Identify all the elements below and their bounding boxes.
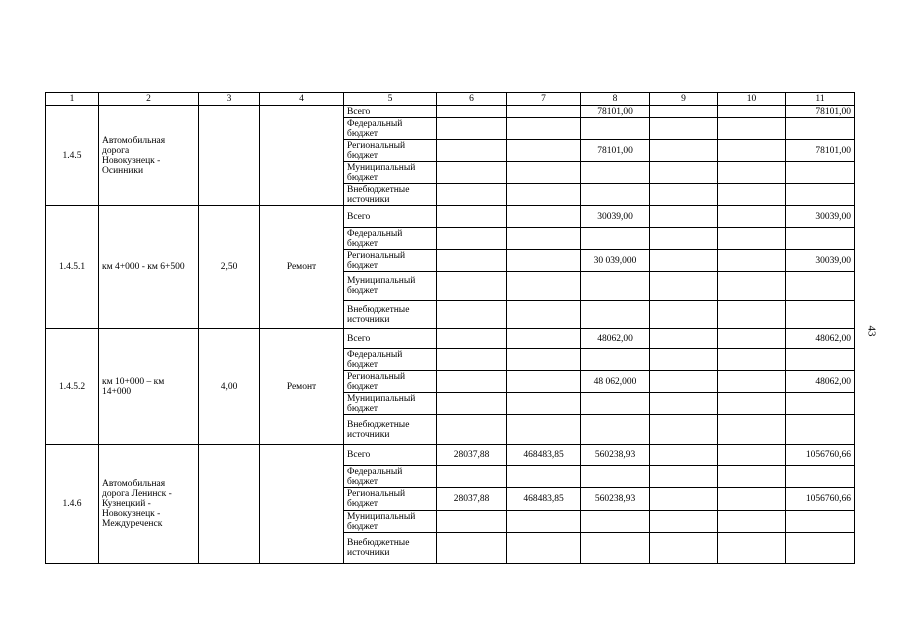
funding-source-cell: [344, 206, 437, 228]
value-cell: 30 039,000: [581, 250, 650, 272]
table-row: [46, 329, 855, 349]
value-cell: 468483,85: [507, 445, 581, 466]
value-cell: [581, 349, 650, 371]
value-cell: [786, 162, 855, 184]
funding-source-cell: [344, 393, 437, 415]
value-cell: [718, 511, 786, 533]
value-cell: [507, 511, 581, 533]
length-cell: 2,50: [199, 206, 260, 329]
funding-source-text: Региональный бюджет: [347, 140, 406, 161]
table-row: [46, 206, 855, 228]
value-cell: [581, 162, 650, 184]
table-row: [46, 445, 855, 466]
value-cell: 78101,00: [581, 106, 650, 118]
object-name-cell: [99, 329, 199, 445]
value-cell: [507, 118, 581, 140]
value-cell: [650, 250, 718, 272]
value-cell: [437, 415, 507, 445]
value-cell: [507, 533, 581, 564]
value-cell: [650, 466, 718, 488]
value-cell: 48062,00: [786, 329, 855, 349]
funding-source-text: Внебюджетные источники: [347, 419, 410, 440]
value-cell: [718, 393, 786, 415]
funding-source-text: Муниципальный бюджет: [347, 276, 416, 296]
value-cell: [718, 272, 786, 301]
value-cell: [581, 466, 650, 488]
object-name-cell: [99, 445, 199, 564]
value-cell: [507, 228, 581, 250]
funding-source-text: Федеральный бюджет: [347, 466, 403, 487]
value-cell: [650, 349, 718, 371]
funding-source-cell: [344, 140, 437, 162]
value-cell: [437, 162, 507, 184]
value-cell: [650, 228, 718, 250]
value-cell: [507, 329, 581, 349]
value-cell: [437, 511, 507, 533]
value-cell: [507, 140, 581, 162]
column-number-cell: 5: [344, 93, 437, 106]
funding-source-text: Муниципальный бюджет: [347, 393, 416, 414]
value-cell: [507, 250, 581, 272]
item-code-cell: 1.4.5.2: [46, 329, 99, 445]
funding-source-text: Федеральный бюджет: [347, 228, 403, 249]
value-cell: [718, 140, 786, 162]
value-cell: [437, 250, 507, 272]
value-cell: [786, 301, 855, 329]
value-cell: 28037,88: [437, 445, 507, 466]
value-cell: [718, 415, 786, 445]
value-cell: [718, 329, 786, 349]
work-type-cell: Ремонт: [260, 329, 344, 445]
funding-table: [45, 92, 855, 564]
value-cell: 48062,00: [581, 329, 650, 349]
funding-source-text: Региональный бюджет: [347, 371, 406, 392]
value-cell: [581, 272, 650, 301]
item-code-cell: 1.4.6: [46, 445, 99, 564]
value-cell: [650, 488, 718, 511]
column-number-cell: 8: [581, 93, 650, 106]
object-name-text: км 10+000 – км 14+000: [102, 376, 165, 397]
value-cell: 48 062,000: [581, 371, 650, 393]
value-cell: [718, 118, 786, 140]
value-cell: [507, 466, 581, 488]
value-cell: [718, 301, 786, 329]
value-cell: [650, 206, 718, 228]
object-name-text: Автомобильная дорога Новокузнецк - Осинники: [102, 135, 166, 176]
value-cell: [437, 118, 507, 140]
funding-source-text: Региональный бюджет: [347, 489, 406, 509]
value-cell: [581, 511, 650, 533]
value-cell: 560238,93: [581, 488, 650, 511]
value-cell: [650, 301, 718, 329]
funding-source-text: Всего: [347, 333, 371, 344]
value-cell: [437, 329, 507, 349]
value-cell: [786, 272, 855, 301]
value-cell: [786, 511, 855, 533]
value-cell: [437, 349, 507, 371]
object-name-cell: [99, 206, 199, 329]
funding-source-cell: [344, 415, 437, 445]
value-cell: [581, 184, 650, 206]
value-cell: [437, 140, 507, 162]
value-cell: [718, 106, 786, 118]
value-cell: [437, 184, 507, 206]
value-cell: [437, 301, 507, 329]
value-cell: [718, 250, 786, 272]
funding-source-cell: [344, 250, 437, 272]
value-cell: [581, 533, 650, 564]
funding-source-text: Региональный бюджет: [347, 250, 406, 271]
value-cell: [581, 228, 650, 250]
work-type-cell: [260, 106, 344, 206]
value-cell: 30039,00: [786, 250, 855, 272]
funding-source-cell: [344, 488, 437, 511]
value-cell: [786, 118, 855, 140]
length-cell: [199, 445, 260, 564]
value-cell: [507, 106, 581, 118]
table-body: [46, 93, 855, 564]
length-cell: [199, 106, 260, 206]
value-cell: [718, 206, 786, 228]
value-cell: 560238,93: [581, 445, 650, 466]
funding-source-cell: [344, 349, 437, 371]
funding-source-cell: [344, 533, 437, 564]
value-cell: [650, 272, 718, 301]
value-cell: [650, 415, 718, 445]
length-cell: 4,00: [199, 329, 260, 445]
value-cell: [650, 329, 718, 349]
funding-source-cell: [344, 301, 437, 329]
value-cell: [507, 206, 581, 228]
value-cell: [718, 488, 786, 511]
column-number-cell: 11: [786, 93, 855, 106]
value-cell: 48062,00: [786, 371, 855, 393]
funding-source-text: Всего: [347, 106, 371, 117]
column-number-cell: 9: [650, 93, 718, 106]
value-cell: [650, 533, 718, 564]
funding-source-cell: [344, 184, 437, 206]
value-cell: [786, 228, 855, 250]
value-cell: [437, 393, 507, 415]
value-cell: [718, 228, 786, 250]
funding-source-cell: [344, 118, 437, 140]
value-cell: [650, 445, 718, 466]
work-type-cell: Ремонт: [260, 206, 344, 329]
value-cell: [507, 393, 581, 415]
value-cell: [718, 445, 786, 466]
value-cell: [650, 511, 718, 533]
funding-source-cell: [344, 228, 437, 250]
value-cell: [718, 184, 786, 206]
table-row: [46, 106, 855, 118]
funding-source-cell: [344, 162, 437, 184]
value-cell: [507, 184, 581, 206]
value-cell: [437, 206, 507, 228]
value-cell: [786, 415, 855, 445]
value-cell: [650, 162, 718, 184]
page-number: 43: [865, 325, 878, 337]
funding-source-text: Муниципальный бюджет: [347, 511, 416, 532]
value-cell: 1056760,66: [786, 488, 855, 511]
value-cell: [650, 184, 718, 206]
value-cell: 30039,00: [581, 206, 650, 228]
value-cell: 78101,00: [786, 140, 855, 162]
funding-source-cell: [344, 511, 437, 533]
column-number-cell: 3: [199, 93, 260, 106]
object-name-text: Автомобильная дорога Ленинск - Кузнецкий - Новокузнецк - Междуреченск: [102, 479, 172, 529]
value-cell: [507, 349, 581, 371]
value-cell: 468483,85: [507, 488, 581, 511]
value-cell: [437, 371, 507, 393]
column-number-cell: 6: [437, 93, 507, 106]
work-type-cell: [260, 445, 344, 564]
value-cell: [786, 393, 855, 415]
value-cell: [581, 118, 650, 140]
value-cell: [507, 301, 581, 329]
funding-source-text: Муниципальный бюджет: [347, 162, 416, 183]
value-cell: [650, 118, 718, 140]
funding-source-text: Всего: [347, 450, 371, 460]
value-cell: [581, 393, 650, 415]
object-name-text: км 4+000 - км 6+500: [102, 262, 185, 272]
value-cell: [507, 371, 581, 393]
value-cell: [650, 106, 718, 118]
value-cell: [437, 272, 507, 301]
funding-source-cell: [344, 466, 437, 488]
value-cell: [507, 272, 581, 301]
column-number-cell: 4: [260, 93, 344, 106]
value-cell: 78101,00: [786, 106, 855, 118]
value-cell: 1056760,66: [786, 445, 855, 466]
funding-source-cell: [344, 371, 437, 393]
value-cell: [507, 162, 581, 184]
item-code-cell: 1.4.5.1: [46, 206, 99, 329]
funding-source-text: Федеральный бюджет: [347, 118, 403, 139]
value-cell: [650, 393, 718, 415]
funding-source-cell: [344, 106, 437, 118]
value-cell: [786, 466, 855, 488]
value-cell: [718, 371, 786, 393]
column-number-cell: 2: [99, 93, 199, 106]
value-cell: [437, 228, 507, 250]
value-cell: [437, 466, 507, 488]
value-cell: [718, 349, 786, 371]
value-cell: [581, 301, 650, 329]
value-cell: 30039,00: [786, 206, 855, 228]
funding-source-text: Внебюджетные источники: [347, 184, 410, 205]
value-cell: [786, 184, 855, 206]
value-cell: [718, 533, 786, 564]
value-cell: [786, 349, 855, 371]
column-number-cell: 7: [507, 93, 581, 106]
value-cell: [650, 140, 718, 162]
column-number-cell: 10: [718, 93, 786, 106]
value-cell: [581, 415, 650, 445]
value-cell: [718, 162, 786, 184]
funding-source-text: Всего: [347, 211, 371, 222]
funding-source-text: Внебюджетные источники: [347, 538, 410, 558]
column-number-row: [46, 93, 855, 106]
funding-source-text: Внебюджетные источники: [347, 304, 410, 325]
object-name-cell: [99, 106, 199, 206]
value-cell: [786, 533, 855, 564]
value-cell: [437, 106, 507, 118]
value-cell: [437, 533, 507, 564]
value-cell: [718, 466, 786, 488]
value-cell: [650, 371, 718, 393]
item-code-cell: 1.4.5: [46, 106, 99, 206]
column-number-cell: 1: [46, 93, 99, 106]
value-cell: 78101,00: [581, 140, 650, 162]
value-cell: 28037,88: [437, 488, 507, 511]
funding-source-cell: [344, 329, 437, 349]
value-cell: [507, 415, 581, 445]
funding-source-text: Федеральный бюджет: [347, 349, 403, 370]
funding-source-cell: [344, 272, 437, 301]
funding-source-cell: [344, 445, 437, 466]
